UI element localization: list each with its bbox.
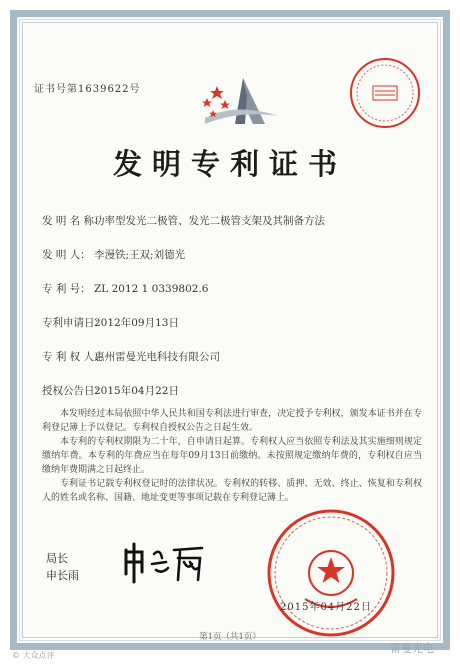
field-value: 李漫铁;王双;刘德光	[94, 249, 186, 261]
signatory-name: 申长雨	[46, 569, 79, 582]
field-value: 功率型发光二极管、发光二极管支架及其制备方法	[94, 215, 325, 227]
field-label: 发 明 人：	[42, 249, 91, 261]
body-paragraph: 本专利的专利权期限为二十年，自申请日起算。专利权人应当依照专利法及其实施细则规定缴纳年费。本专利的年费应当在每年09月13日前缴纳。未按照规定缴纳年费的，专利权自应当缴纳年费期满之日起终止。	[42, 437, 422, 475]
certificate-body-text	[42, 407, 422, 505]
watermark-left: © 大众点评	[12, 651, 55, 660]
signatory-role: 局长	[46, 552, 68, 565]
field-application-date	[42, 315, 179, 330]
seal-date: 2015年04月22日	[280, 602, 372, 613]
body-paragraph: 专利证书记载专利权登记时的法律状况。专利权的转移、质押、无效、终止、恢复和专利权人的姓名或名称、国籍、地址变更等事项记载在专利登记簿上。	[42, 479, 422, 503]
page-number: 第1页（共1页）	[199, 632, 261, 642]
field-patentee	[42, 349, 220, 364]
field-label: 专 利 号：	[42, 283, 91, 295]
field-value: 惠州雷曼光电科技有限公司	[94, 351, 220, 363]
field-value: ZL 2012 1 0339802.6	[94, 283, 209, 295]
small-red-seal-icon	[348, 56, 422, 130]
field-inventors	[42, 247, 185, 262]
field-value: 2012年09月13日	[94, 317, 179, 329]
certificate-title: 发明专利证书	[112, 147, 347, 181]
watermark-right: 雷曼光电	[390, 642, 434, 655]
patent-certificate	[10, 10, 450, 650]
field-grant-date	[42, 383, 179, 398]
field-label: 授权公告日：	[42, 385, 105, 397]
certificate-number: 证书号第1639622号	[34, 84, 141, 95]
patent-office-emblem-icon	[195, 72, 285, 134]
field-invention-name	[42, 213, 325, 228]
handwritten-signature	[118, 540, 208, 586]
field-label: 专 利 权 人：	[42, 351, 105, 363]
national-ip-office-seal-icon	[265, 507, 397, 639]
field-value: 2015年04月22日	[94, 385, 179, 397]
field-label: 发 明 名 称：	[42, 215, 105, 227]
field-patent-number	[42, 281, 208, 296]
body-paragraph: 本发明经过本局依照中华人民共和国专利法进行审查，决定授予专利权，颁发本证书并在专利登记簿上予以登记。专利权自授权公告之日起生效。	[42, 409, 422, 433]
field-label: 专利申请日：	[42, 317, 105, 329]
